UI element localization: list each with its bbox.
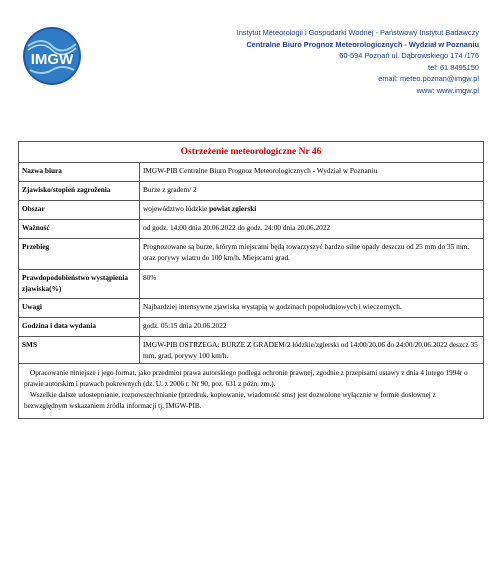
row-label: SMS xyxy=(19,337,140,364)
row-label: Godzina i data wydania xyxy=(19,318,140,337)
table-row xyxy=(19,299,483,318)
row-label: Obszar xyxy=(19,201,140,220)
area-county: powiat zgierski xyxy=(209,204,257,213)
warning-title: Ostrzeżenie meteorologiczne Nr 46 xyxy=(19,142,483,163)
row-value: Najbardziej intensywne zjawiska wystąpią w godzinach popołudniowych i wieczornych. xyxy=(140,299,484,318)
table-row xyxy=(19,337,483,364)
row-label: Przebieg xyxy=(19,239,140,270)
copyright-paragraph: Opracowanie niniejsze i jego format, jako przedmiot prawa autorskiego podlega ochronie prawnej, zgodnie z przepisami ustawy z dnia 4 lutego 1994r o prawie autorskim i prawach pokrewnych (dz. U. z 2006 r. Nr 90, poz. 631 z późn. zm.). xyxy=(24,369,468,388)
table-row xyxy=(19,220,483,239)
svg-text:IMGW: IMGW xyxy=(30,51,74,68)
row-label: Prawdopodobieństwo wystąpienia zjawiska(%) xyxy=(19,270,140,299)
row-label: Ważność xyxy=(19,220,140,239)
office-phone: tel: 61 8495150 xyxy=(428,62,479,72)
copyright-paragraph: Wszelkie dalsze udostepnianie, rozpowszechnianie (przedruk, kopiowanie, wiadomość sms) jest dozwolone wyłącznie w formie dosłownej z bezwzględnym wskazaniem źródła informacji tj. IMGW-PIB. xyxy=(24,391,436,410)
row-value: Prognozowane są burze, którym miejscami będą towarzyszyć bardzo silne opady deszczu od 25 mm do 35 mm, oraz porywy wiatru do 100 km/h. Miejscami grad. xyxy=(140,239,484,270)
table-row xyxy=(19,163,483,182)
row-value: Burze z gradem/ 2 xyxy=(140,182,484,201)
table-row xyxy=(19,239,483,270)
institute-name: Instytut Meteorologii i Gospodarki Wodnej - Państwowy Instytut Badawczy xyxy=(236,28,479,37)
office-name: Centralne Biuro Prognoz Meteorologicznych - Wydział w Poznaniu xyxy=(246,39,479,49)
table-row xyxy=(19,318,483,337)
imgw-logo xyxy=(22,26,82,86)
copyright-note xyxy=(19,364,483,418)
row-value xyxy=(140,201,484,220)
table-row xyxy=(19,270,483,299)
row-label: Nazwa biura xyxy=(19,163,140,182)
table-row xyxy=(19,182,483,201)
row-label: Zjawisko/stopień zagrożenia xyxy=(19,182,140,201)
office-header xyxy=(237,27,479,96)
row-value: godz. 05:15 dnia 20.06.2022 xyxy=(140,318,484,337)
row-value: 80% xyxy=(140,270,484,299)
warning-document xyxy=(18,141,484,419)
row-label: Uwagi xyxy=(19,299,140,318)
warning-table xyxy=(19,163,483,364)
row-value: od godz. 14:00 dnia 20.06.2022 do godz. 24:00 dnia 20.06.2022 xyxy=(140,220,484,239)
table-row xyxy=(19,201,483,220)
row-value: IMGW-PIB Centralne Biuro Prognoz Meteorologicznych - Wydział w Poznaniu xyxy=(140,163,484,182)
office-email[interactable]: email: meteo.poznan@imgw.pl xyxy=(378,74,479,83)
area-region: województwo łódzkie xyxy=(143,204,210,213)
row-value: IMGW-PIB OSTRZEGA: BURZE Z GRADEM/2 łódzkie/zgierski od 14:00/20.06 do 24:00/20.06.2022 deszcz 35 mm, grad, porywy 100 km/h. xyxy=(140,337,484,364)
office-address: 60-594 Poznań ul. Dąbrowskiego 174 /176 xyxy=(339,51,479,60)
office-website[interactable]: www: www.imgw.pl xyxy=(416,85,479,95)
